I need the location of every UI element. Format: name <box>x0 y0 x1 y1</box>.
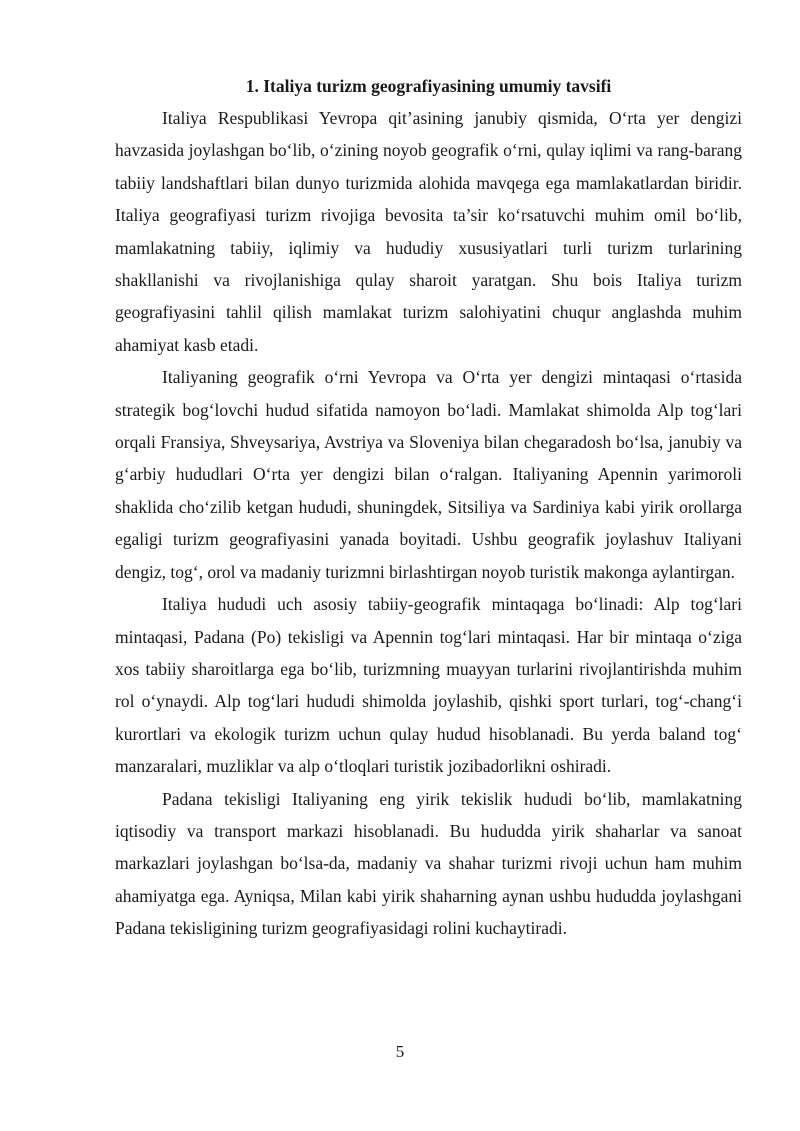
document-page <box>115 68 742 945</box>
paragraph-2: Italiyaning geografik o‘rni Yevropa va O‘rta yer dengizi mintaqasi o‘rtasida strategik bog‘lovchi hudud sifatida namoyon bo‘ladi. Mamlakat shimolda Alp tog‘lari orqali Fransiya, Shveysariya, Avstriya va Sloveniya bilan chegaradosh bo‘lsa, janubiy va g‘arbiy hududlari O‘rta yer dengizi bilan o‘ralgan. Italiyaning Apennin yarimoroli shaklida cho‘zilib ketgan hududi, shuningdek, Sitsiliya va Sardiniya kabi yirik orollarga egaligi turizm geografiyasini yanada boyitadi. Ushbu geografik joylashuv Italiyani dengiz, tog‘, orol va madaniy turizmni birlashtirgan noyob turistik makonga aylantirgan. <box>115 367 742 582</box>
paragraph-3: Italiya hududi uch asosiy tabiiy-geografik mintaqaga bo‘linadi: Alp tog‘lari mintaqasi, Padana (Po) tekisligi va Apennin tog‘lari mintaqasi. Har bir mintaqa o‘ziga xos tabiiy sharoitlarga ega bo‘lib, turizmning muayyan turlarini rivojlantirishda muhim rol o‘ynaydi. Alp tog‘lari hududi shimolda joylashib, qishki sport turlari, tog‘-chang‘i kurortlari va ekologik turizm uchun qulay hudud hisoblanadi. Bu yerda baland tog‘ manzaralari, muzliklar va alp o‘tloqlari turistik jozibadorlikni oshiradi. <box>115 594 742 777</box>
paragraph-1: Italiya Respublikasi Yevropa qit’asining janubiy qismida, O‘rta yer dengizi havzasida joylashgan bo‘lib, o‘zining noyob geografik o‘rni, qulay iqlimi va rang-barang tabiiy landshaftlari bilan dunyo turizmida alohida mavqega ega mamlakatlardan biridir. Italiya geografiyasi turizm rivojiga bevosita ta’sir ko‘rsatuvchi muhim omil bo‘lib, mamlakatning tabiiy, iqlimiy va hududiy xususiyatlari turli turizm turlarining shakllanishi va rivojlanishiga qulay sharoit yaratgan. Shu bois Italiya turizm geografiyasini tahlil qilish mamlakat turizm salohiyatini chuqur anglashda muhim ahamiyat kasb etadi. <box>115 108 742 355</box>
paragraph-4: Padana tekisligi Italiyaning eng yirik tekislik hududi bo‘lib, mamlakatning iqtisodiy va transport markazi hisoblanadi. Bu hududda yirik shaharlar va sanoat markazlari joylashgan bo‘lsa-da, madaniy va shahar turizmi rivoji uchun ham muhim ahamiyatga ega. Ayniqsa, Milan kabi yirik shaharning aynan ushbu hududda joylashgani Padana tekisligining turizm geografiyasidagi rolini kuchaytiradi. <box>115 788 742 939</box>
section-heading: 1. Italiya turizm geografiyasining umumiy tavsifi <box>245 76 612 96</box>
page-number: 5 <box>395 1042 405 1061</box>
